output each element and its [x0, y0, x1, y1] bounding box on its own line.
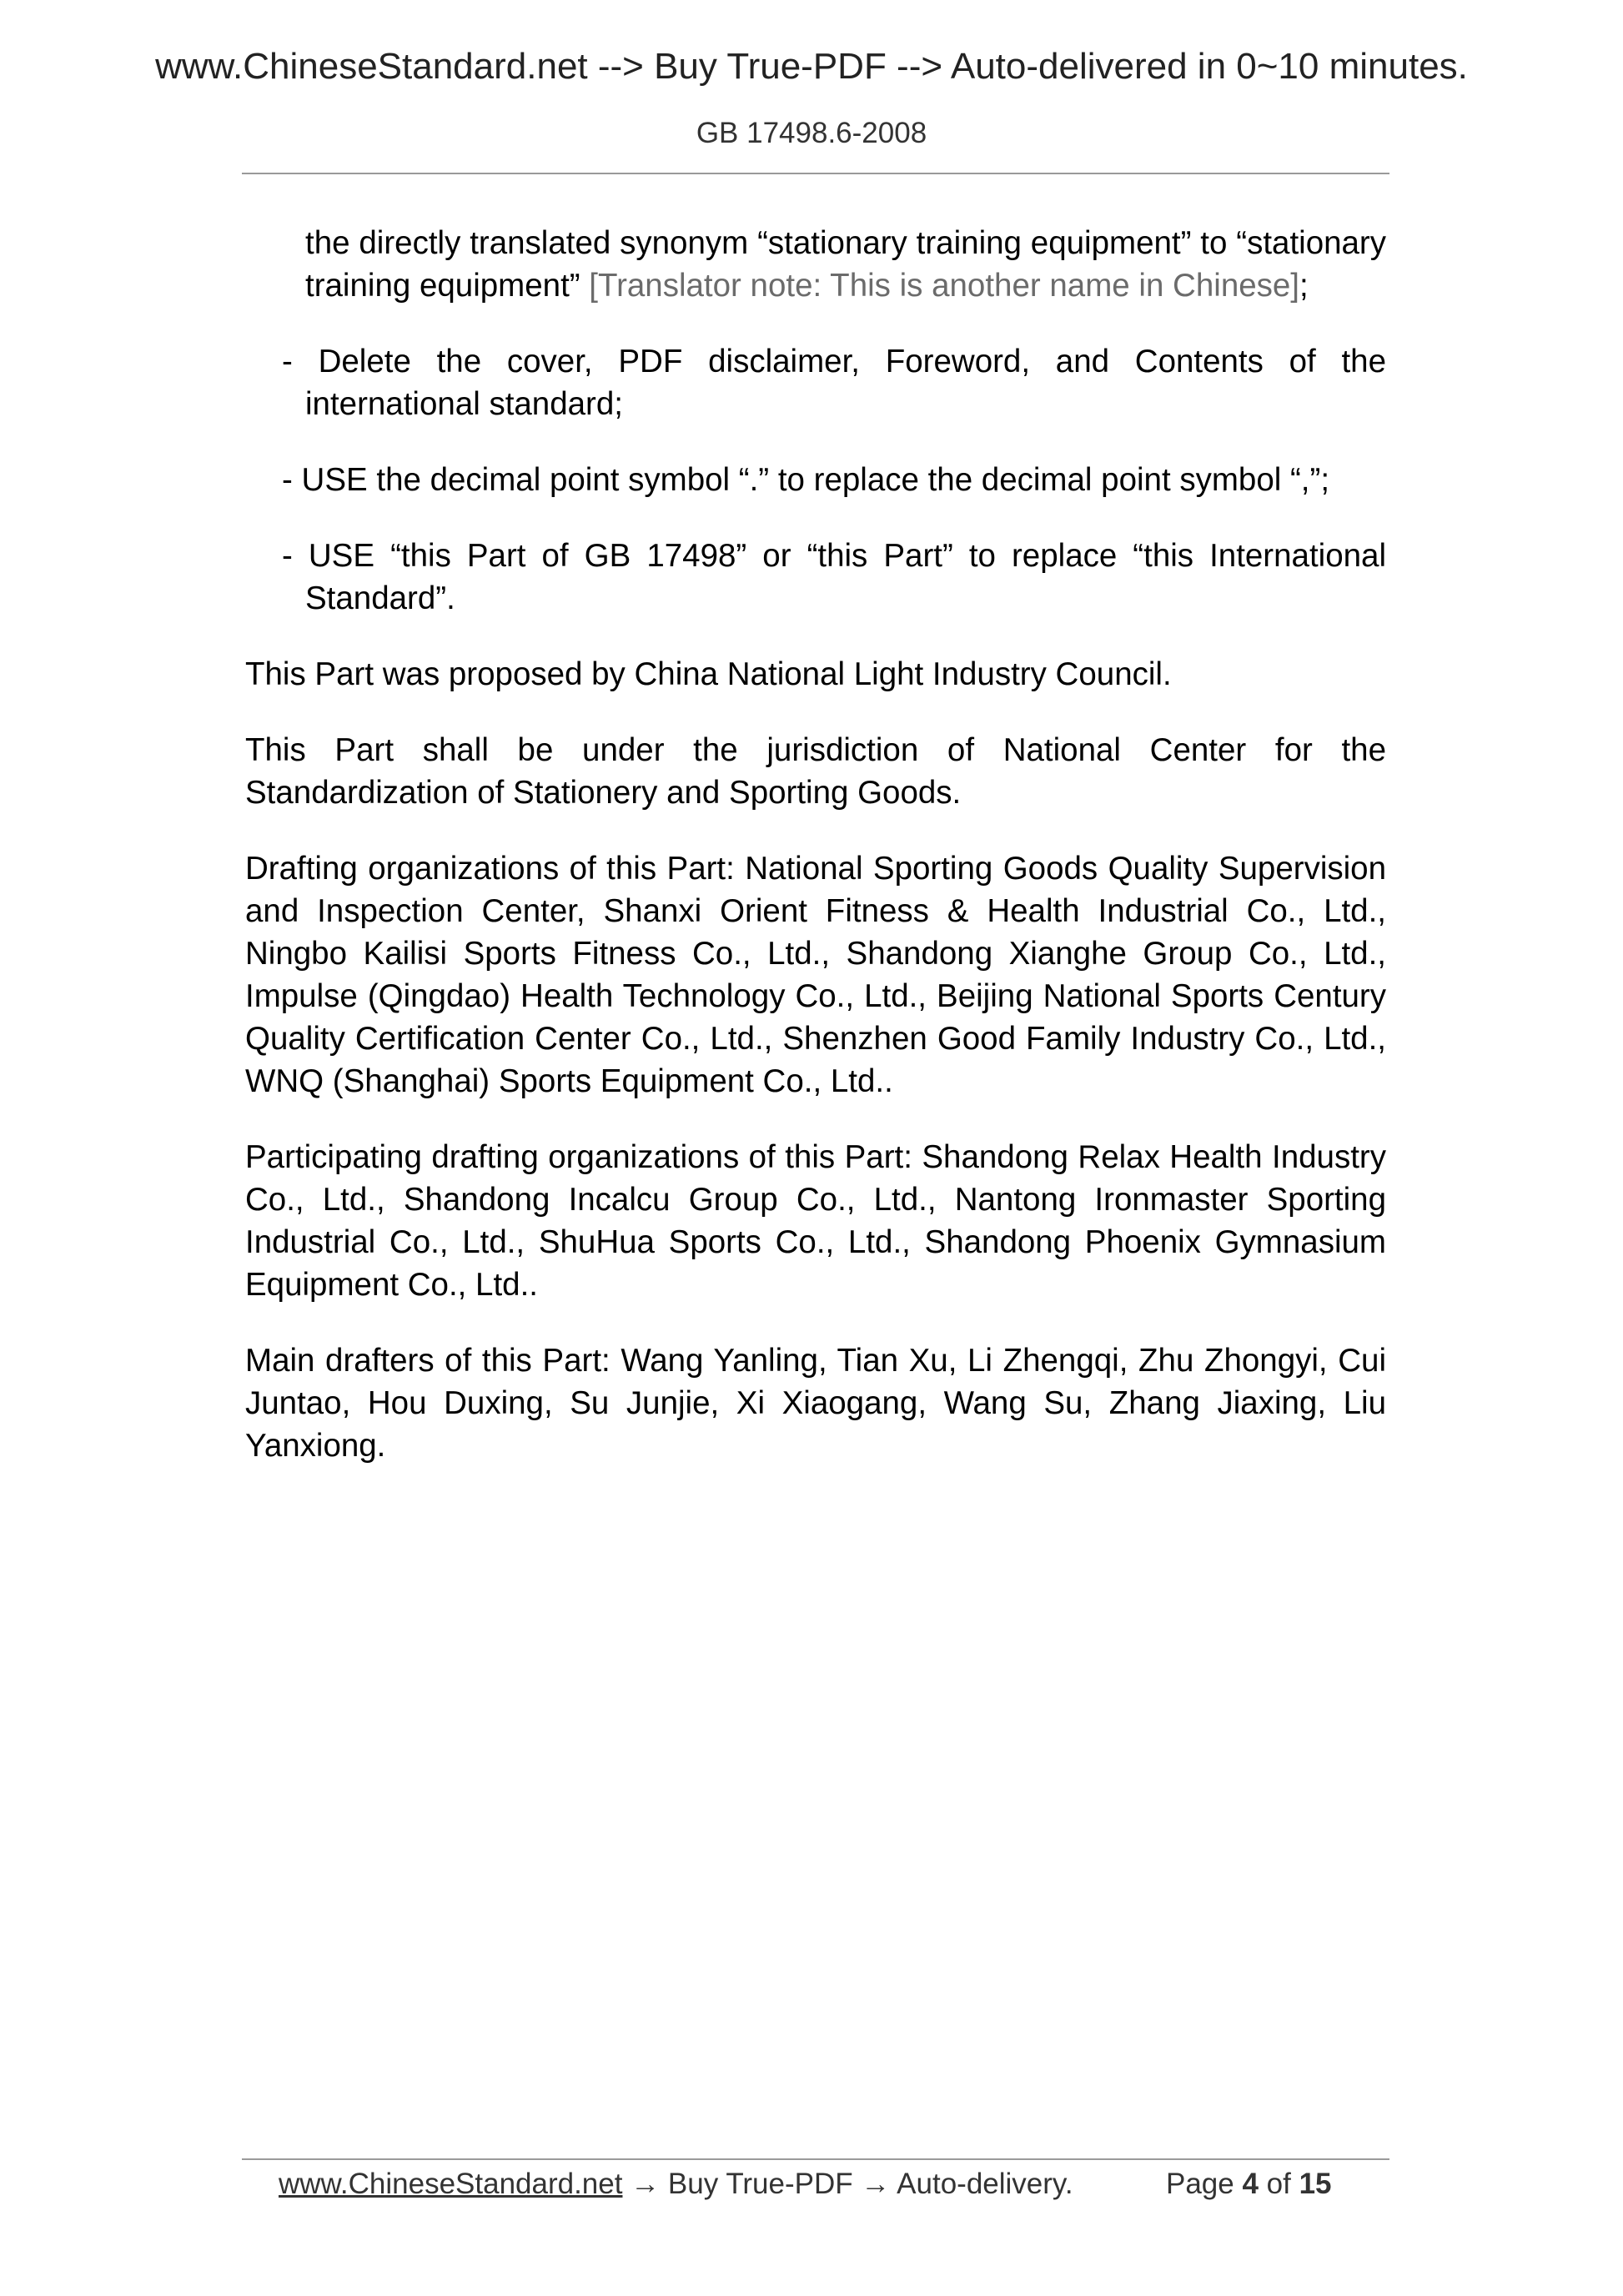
header-rule	[242, 173, 1389, 174]
footer-promo: → Buy True-PDF → Auto-delivery.	[622, 2168, 1073, 2200]
continued-tail: ;	[1299, 268, 1309, 304]
list-item-decimal-point: - USE the decimal point symbol “.” to replace the decimal point symbol “,”;	[282, 462, 1330, 498]
footer-left	[279, 2163, 1073, 2205]
continued-text: the directly translated synonym “stationary training equipment” to “stationary training equipment”	[305, 225, 1386, 304]
footer-site-link[interactable]: www.ChineseStandard.net	[279, 2168, 623, 2200]
paragraph-jurisdiction: This Part shall be under the jurisdiction of National Center for the Standardization of Stationery and Sporting Goods.	[245, 732, 1386, 811]
paragraph-participating-organizations: Participating drafting organizations of this Part: Shandong Relax Health Industry Co., Ltd., Shandong Incalcu Group Co., Ltd., Nantong Ironmaster Sporting Industrial Co., Ltd., ShuHua Sports Co., Ltd., Shandong Phoenix Gymnasium Equipment Co., Ltd..	[245, 1139, 1386, 1303]
page-word: Page	[1166, 2168, 1243, 2200]
paragraph-main-drafters: Main drafters of this Part: Wang Yanling, Tian Xu, Li Zhengqi, Zhu Zhongyi, Cui Juntao, Hou Duxing, Su Junjie, Xi Xiaogang, Wang Su, Zhang Jiaxing, Liu Yanxiong.	[245, 1343, 1386, 1464]
standard-code: GB 17498.6-2008	[696, 117, 927, 149]
list-item-this-part: - USE “this Part of GB 17498” or “this Part” to replace “this International Standard”.	[282, 538, 1386, 616]
paragraph-proposed-by: This Part was proposed by China National Light Industry Council.	[245, 656, 1172, 692]
of-word: of	[1258, 2168, 1299, 2200]
page-total: 15	[1299, 2168, 1332, 2200]
page-current: 4	[1242, 2168, 1259, 2200]
header-banner: www.ChineseStandard.net --> Buy True-PDF --> Auto-delivered in 0~10 minutes.	[155, 46, 1468, 87]
list-item-delete-cover: - Delete the cover, PDF disclaimer, Foreword, and Contents of the international standard;	[282, 344, 1386, 422]
continued-paragraph	[305, 222, 1386, 307]
document-body	[245, 222, 1386, 1500]
footer	[0, 2163, 1623, 2205]
translator-note: [Translator note: This is another name in Chinese]	[589, 268, 1299, 304]
footer-rule	[242, 2158, 1389, 2160]
page-indicator	[1166, 2163, 1332, 2205]
paragraph-drafting-organizations: Drafting organizations of this Part: National Sporting Goods Quality Supervision and Inspection Center, Shanxi Orient Fitness & Health Industrial Co., Ltd., Ningbo Kailisi Sports Fitness Co., Ltd., Shandong Xianghe Group Co., Ltd., Impulse (Qingdao) Health Technology Co., Ltd., Beijing National Sports Century Quality Certification Center Co., Ltd., Shenzhen Good Family Industry Co., Ltd., WNQ (Shanghai) Sports Equipment Co., Ltd..	[245, 851, 1386, 1099]
